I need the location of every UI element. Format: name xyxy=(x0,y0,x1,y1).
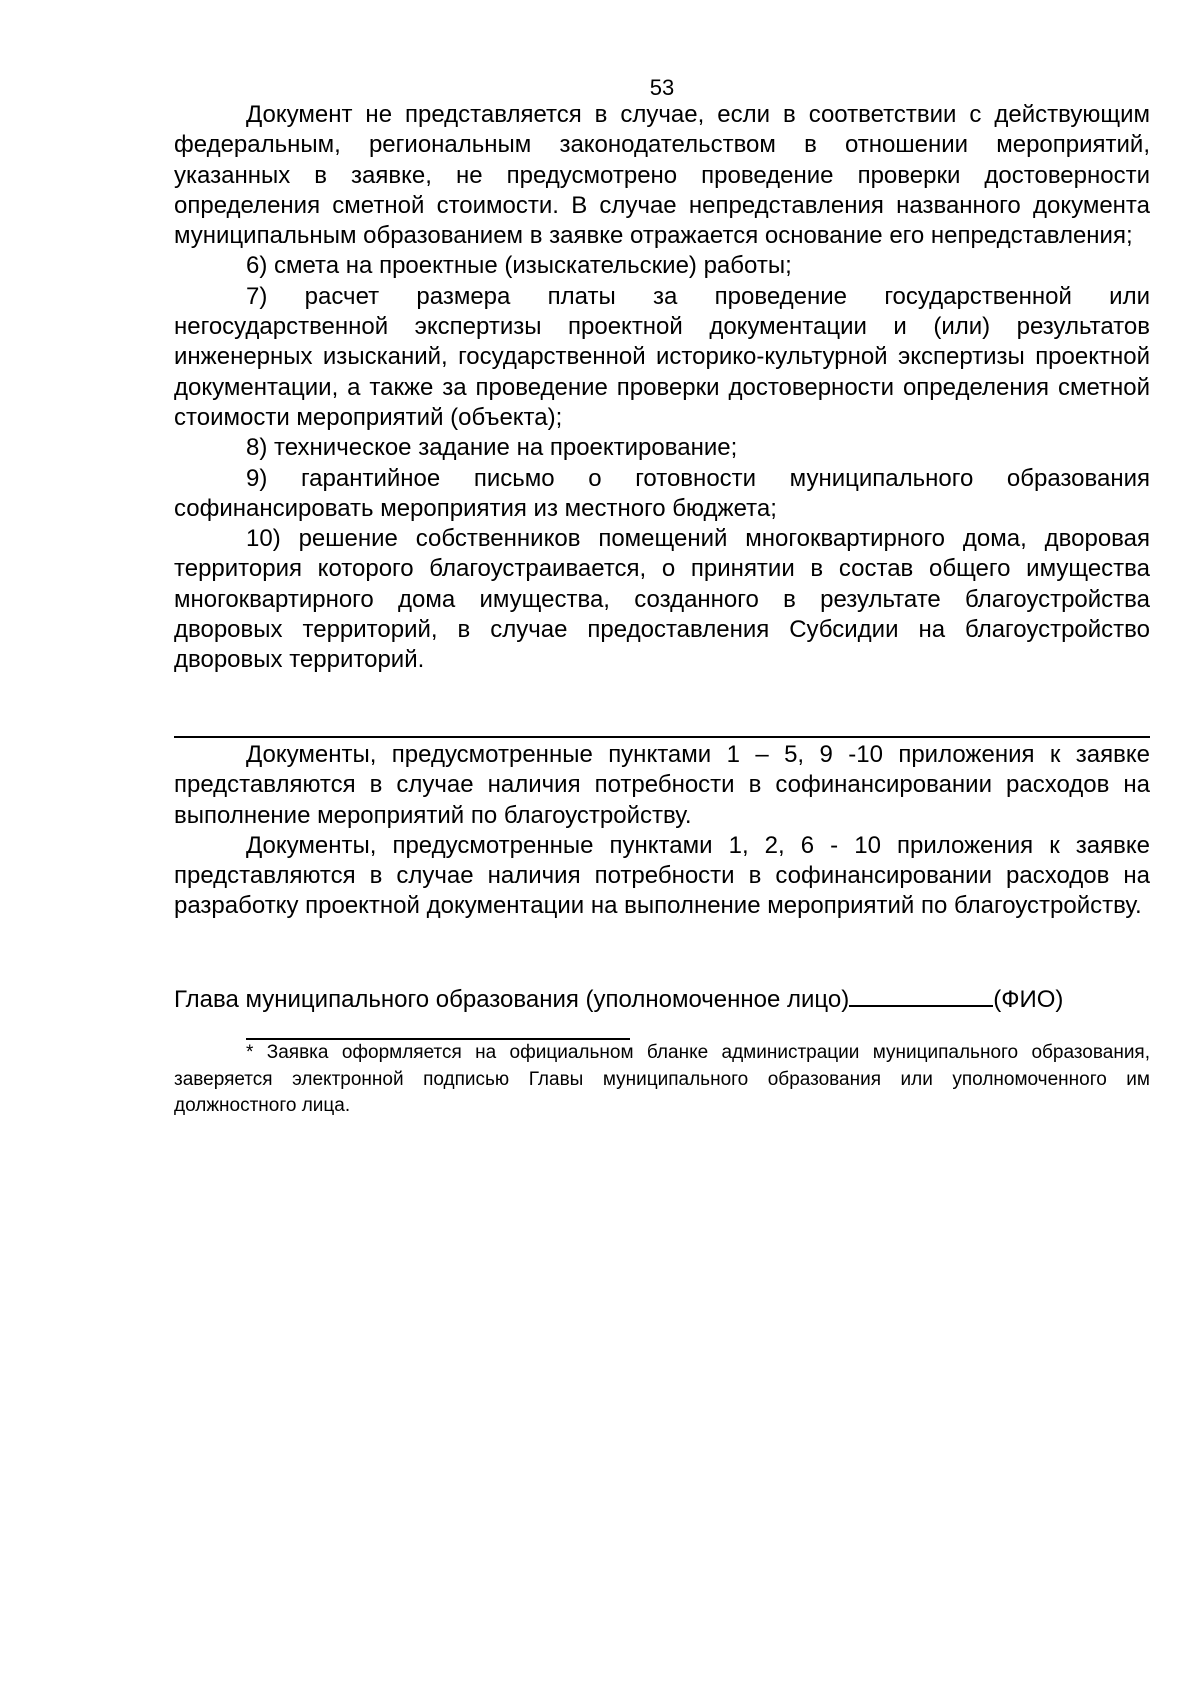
paragraph: 6) смета на проектные (изыскательские) работы; xyxy=(246,252,792,280)
footnote-text: * Заявка оформляется на официальном бланке администрации муниципального образования, заверяется электронной подписью Главы муниципального образования или уполномоченного им должностного лица. xyxy=(174,1042,1150,1116)
signature-line xyxy=(174,983,1150,1015)
signature-name-placeholder: (ФИО) xyxy=(993,986,1064,1013)
paragraph: 10) решение собственников помещений многоквартирного дома, дворовая территория которого благоустраивается, о принятии в состав общего имущества многоквартирного дома имущества, созданного в результате благоустройства дворовых территорий, в случае предоставления Субсидии на благоустройство дворовых территорий. xyxy=(174,525,1150,674)
page-number: 53 xyxy=(649,75,675,100)
footnote xyxy=(174,1040,1150,1120)
signature-label: Глава муниципального образования (уполномоченное лицо) xyxy=(174,986,850,1013)
note-paragraph: Документы, предусмотренные пунктами 1, 2, 6 - 10 приложения к заявке представляются в случае наличия потребности в софинансировании расходов на разработку проектной документации на выполнение мероприятий по благоустройству. xyxy=(174,831,1150,920)
paragraph: 9) гарантийное письмо о готовности муниципального образования софинансировать мероприятия из местного бюджета; xyxy=(174,464,1150,522)
main-text xyxy=(174,100,1150,676)
notes-section xyxy=(174,740,1150,922)
paragraph: 8) техническое задание на проектирование; xyxy=(246,434,738,462)
paragraph: 7) расчет размера платы за проведение государственной или негосударственной экспертизы проектной документации и (или) результатов инженерных изысканий, государственной историко-культурной экспертизы проектной документации, а также за проведение проверки достоверности определения сметной стоимости мероприятий (объекта); xyxy=(174,282,1150,431)
note-paragraph: Документы, предусмотренные пунктами 1 – 5, 9 -10 приложения к заявке представляются в случае наличия потребности в софинансировании расходов на выполнение мероприятий по благоустройству. xyxy=(174,741,1150,829)
separator-line xyxy=(174,736,1150,738)
signature-blank xyxy=(849,983,993,1007)
paragraph: Документ не представляется в случае, если в соответствии с действующим федеральным, региональным законодательством в отношении мероприятий, указанных в заявке, не предусмотрено проведение проверки достоверности определения сметной стоимости. В случае непредставления названного документа муниципальным образованием в заявке отражается основание его непредставления; xyxy=(174,101,1150,250)
